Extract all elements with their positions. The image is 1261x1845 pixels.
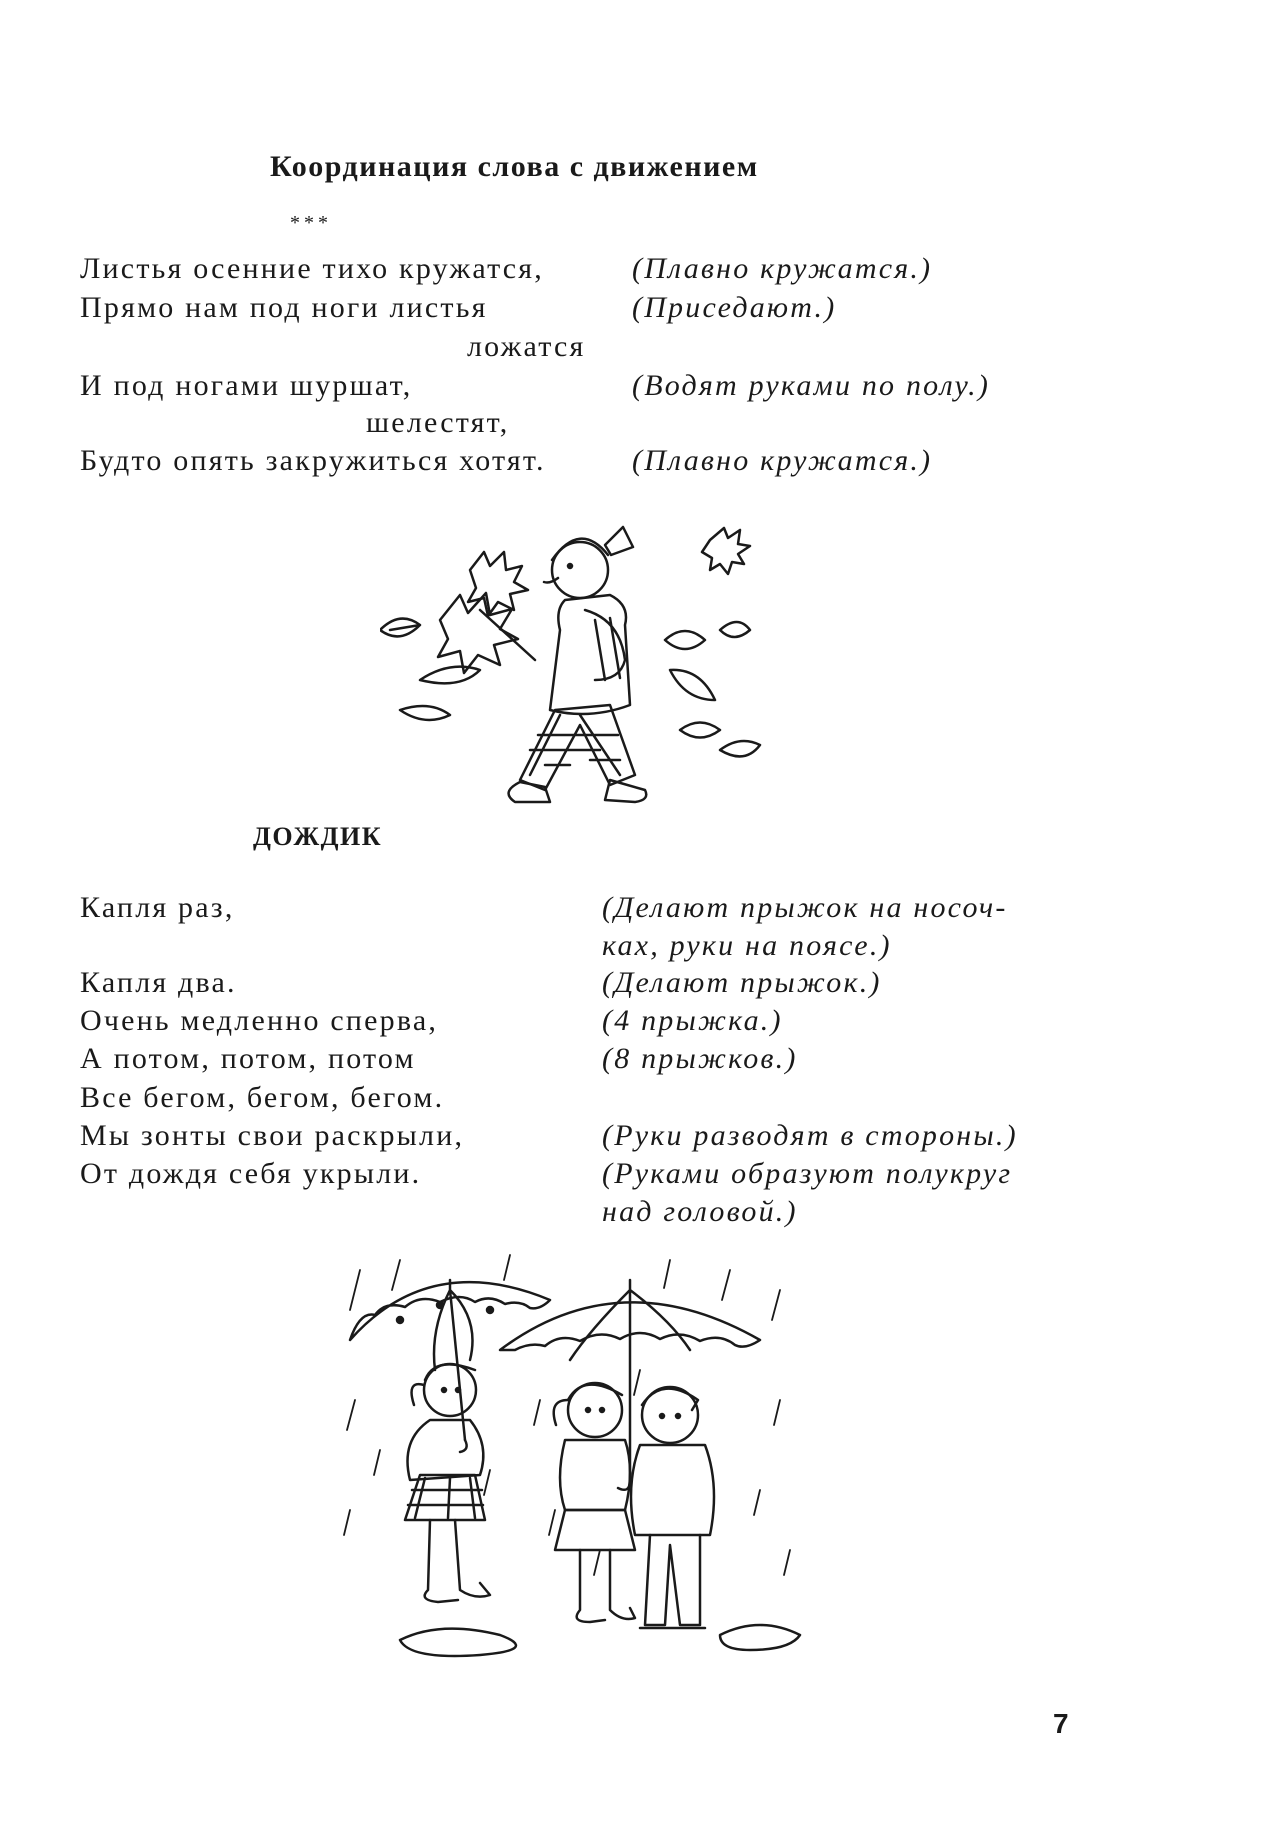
poem1-action-6: (Плавно кружатся.) xyxy=(632,444,933,477)
poem1-line-1: Листья осенние тихо кружатся, xyxy=(80,252,544,285)
poem2-line-2: Капля два. xyxy=(80,966,237,999)
girl-with-leaves-illustration xyxy=(380,500,780,820)
poem2-action-1b: ках, руки на поясе.) xyxy=(602,929,892,962)
poem2-action-6: (Руки разводят в стороны.) xyxy=(602,1119,1018,1152)
poem1-action-2: (Приседают.) xyxy=(632,291,837,324)
poem2-line-1: Капля раз, xyxy=(80,891,235,924)
poem2-line-7: От дождя себя укрыли. xyxy=(80,1157,422,1190)
poem1-line-4: И под ногами шуршат, xyxy=(80,369,413,402)
poem2-action-4: (8 прыжков.) xyxy=(602,1042,798,1075)
poem1-action-4: (Водят руками по полу.) xyxy=(632,369,991,402)
page-number: 7 xyxy=(1053,1708,1069,1739)
stars-divider: *** xyxy=(290,212,332,234)
poem2-action-2: (Делают прыжок.) xyxy=(602,966,882,999)
poem1-action-1: (Плавно кружатся.) xyxy=(632,252,933,285)
poem2-action-7b: над головой.) xyxy=(602,1195,798,1228)
poem2-title: ДОЖДИК xyxy=(253,822,383,851)
poem1-line-3: ложатся xyxy=(467,330,586,363)
poem1-line-5: шелестят, xyxy=(366,406,510,439)
poem2-action-1: (Делают прыжок на носоч- xyxy=(602,891,1008,924)
section-title: Координация слова с движением xyxy=(270,150,759,183)
poem1-line-2: Прямо нам под ноги листья xyxy=(80,291,488,324)
poem2-line-5: Все бегом, бегом, бегом. xyxy=(80,1081,445,1114)
poem2-action-7: (Руками образуют полукруг xyxy=(602,1157,1013,1190)
poem2-line-4: А потом, потом, потом xyxy=(80,1042,416,1075)
poem2-line-6: Мы зонты свои раскрыли, xyxy=(80,1119,465,1152)
poem2-action-3: (4 прыжка.) xyxy=(602,1004,783,1037)
poem2-line-3: Очень медленно сперва, xyxy=(80,1004,439,1037)
poem1-line-6: Будто опять закружиться хотят. xyxy=(80,444,546,477)
children-umbrellas-illustration xyxy=(340,1250,820,1670)
